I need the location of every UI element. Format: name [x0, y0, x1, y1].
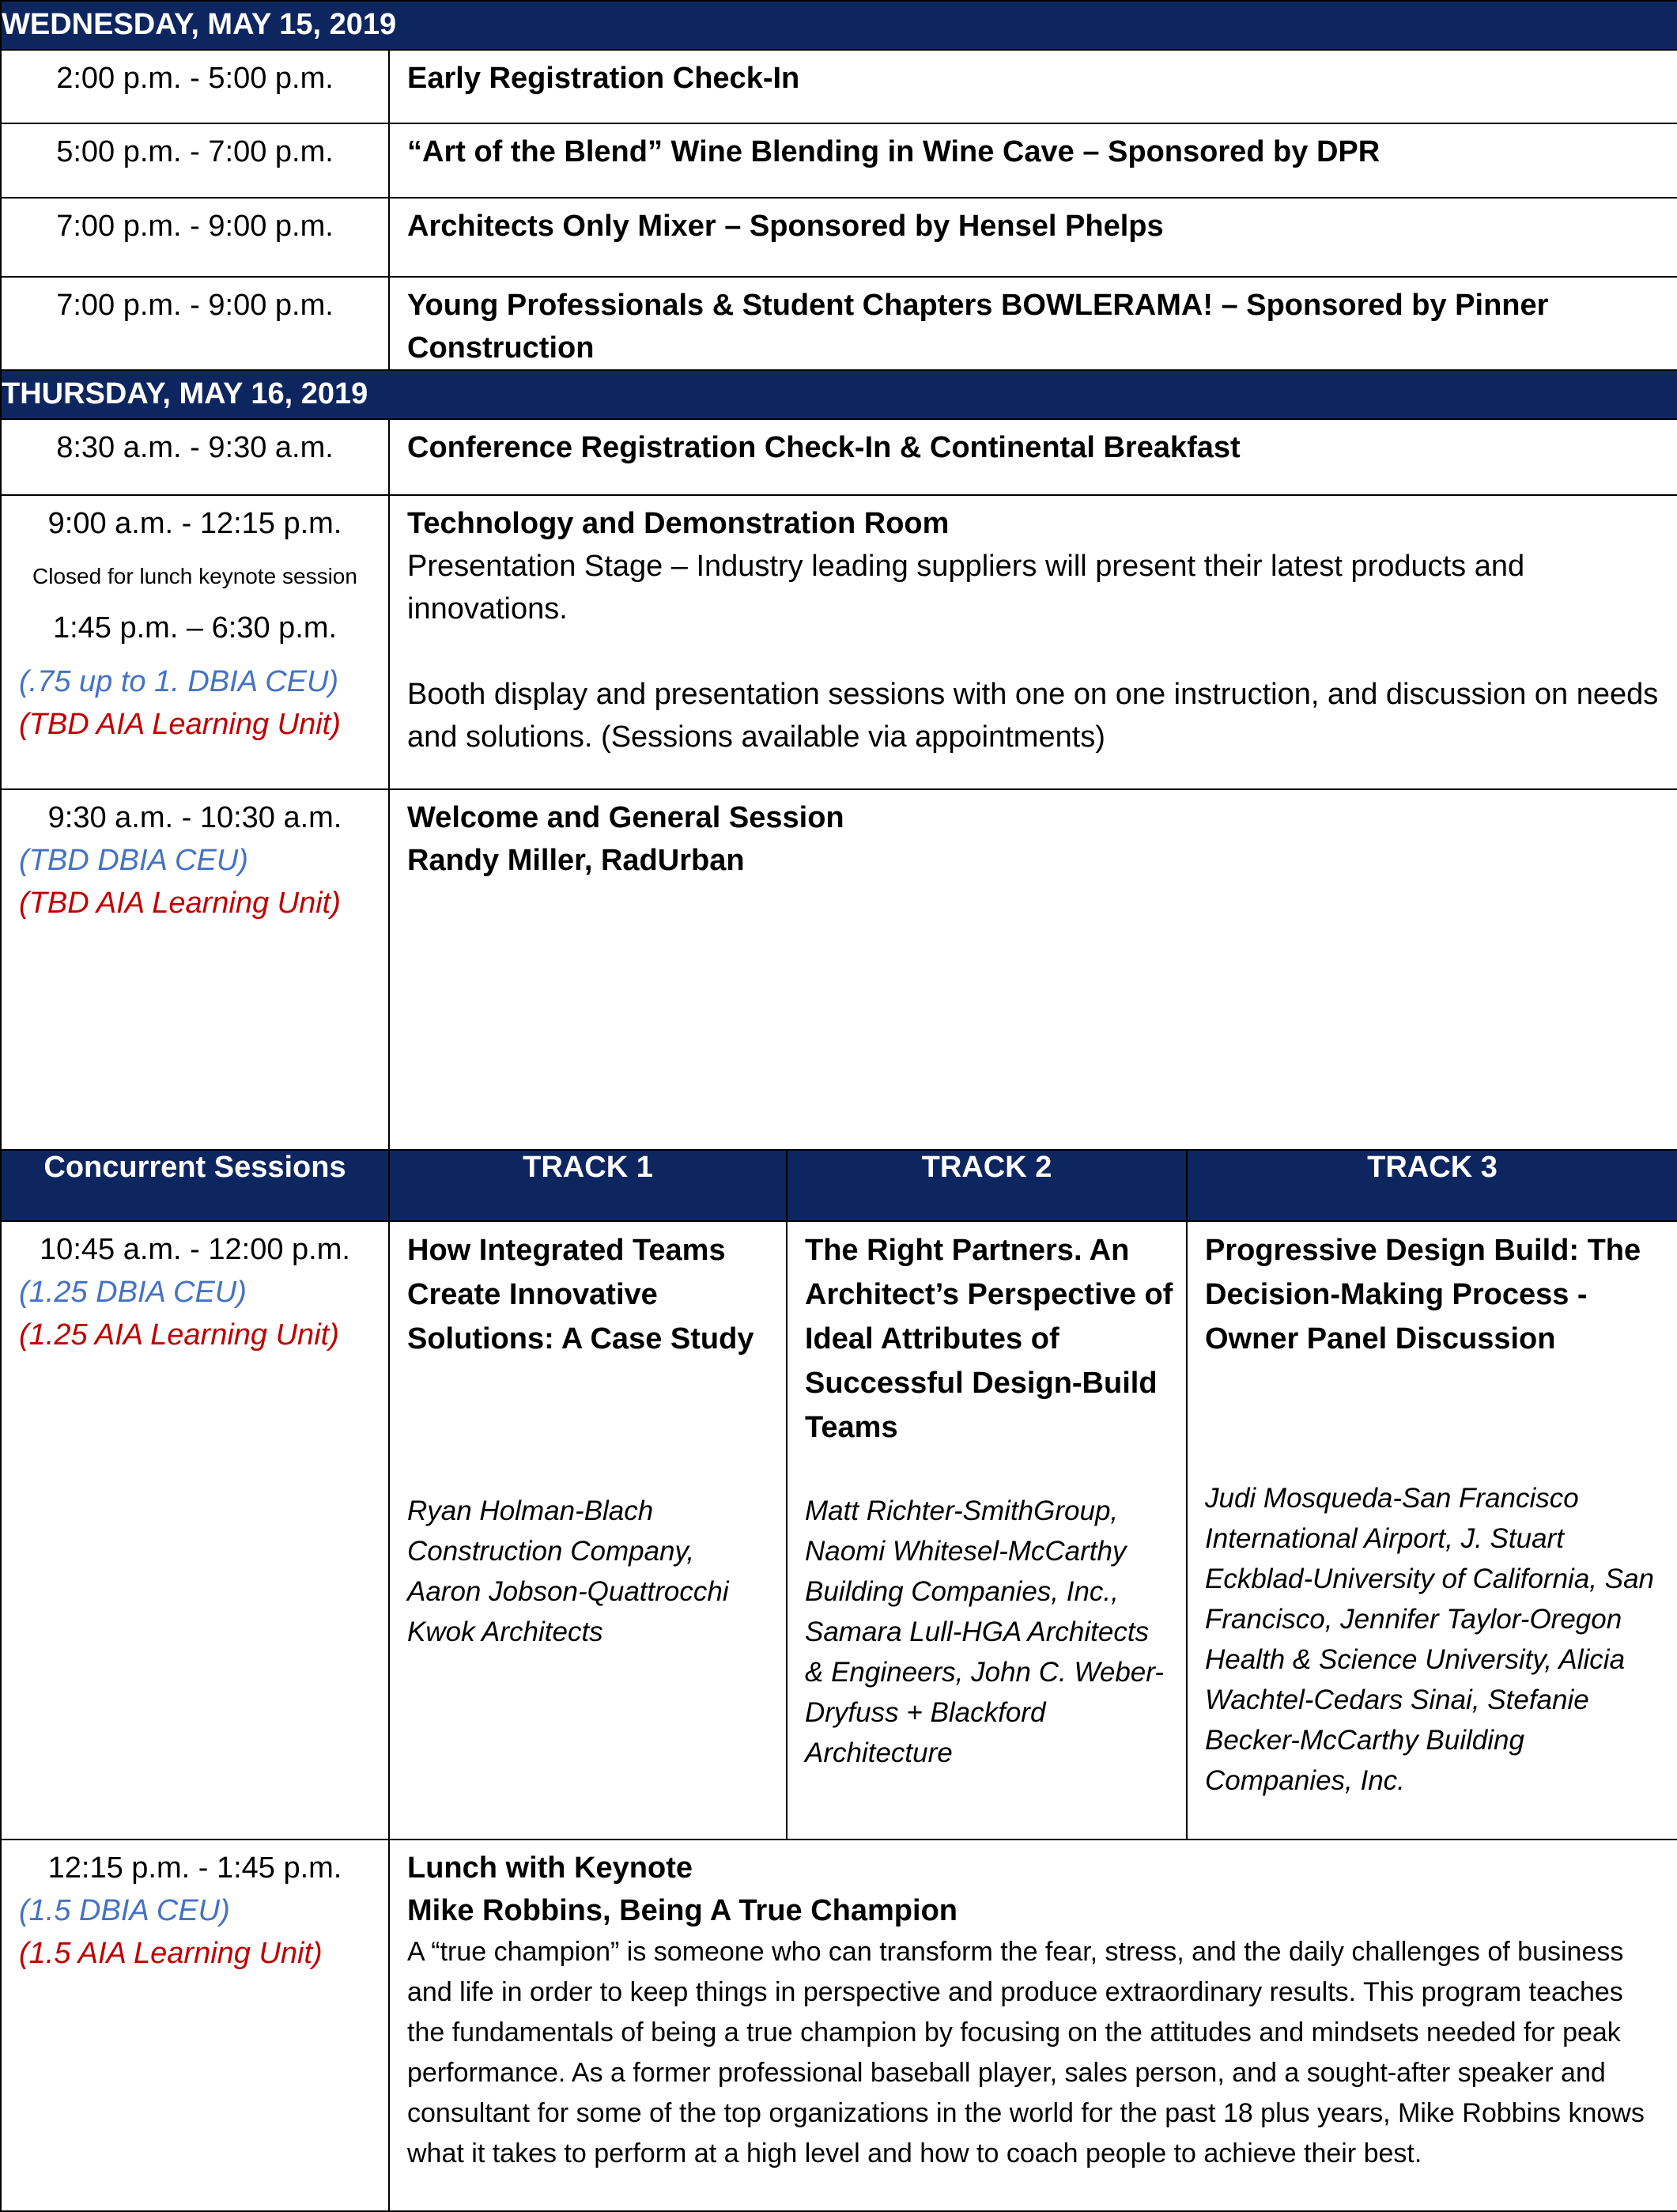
time-cell — [1, 789, 389, 1150]
track-1-session — [389, 1221, 787, 1840]
time-range: 1:45 p.m. – 6:30 p.m. — [52, 611, 338, 645]
event-subtitle: Mike Robbins, Being A True Champion — [407, 1894, 958, 1927]
time-range: 9:00 a.m. - 12:15 p.m. — [47, 507, 342, 540]
time-cell: 7:00 p.m. - 9:00 p.m. — [1, 277, 389, 370]
dbia-ceu: (1.25 DBIA CEU) — [19, 1276, 247, 1309]
day-header-wednesday — [1, 1, 1677, 50]
time-cell: 2:00 p.m. - 5:00 p.m. — [1, 50, 389, 123]
time-cell: 7:00 p.m. - 9:00 p.m. — [1, 198, 389, 277]
event-description — [389, 1840, 1677, 2211]
session-speakers: Matt Richter-SmithGroup, Naomi Whitesel-McCarthy Building Companies, Inc., Samara Lull-HGA Architects & Engineers, John C. Weber-Dryfuss + Blackford Architecture — [805, 1495, 1164, 1768]
event-speaker: Randy Miller, RadUrban — [407, 844, 745, 877]
dbia-ceu: (1.5 DBIA CEU) — [19, 1894, 230, 1927]
aia-learning-unit: (1.5 AIA Learning Unit) — [19, 1937, 323, 1970]
event-paragraph: Booth display and presentation sessions with one on one instruction, and discussion on needs and solutions. (Sessions available via appointments) — [407, 678, 1659, 754]
schedule-row — [1, 50, 1677, 123]
day-title: WEDNESDAY, MAY 15, 2019 — [1, 1, 1677, 50]
session-speakers: Judi Mosqueda-San Francisco International Airport, J. Stuart Eckblad-University of California, San Francisco, Jennifer Taylor-Oregon Health & Science University, Alicia Wachtel-Cedars Sinai, Stefanie Becker-McCarthy Building Companies, Inc. — [1205, 1483, 1655, 1796]
schedule-row — [1, 419, 1677, 495]
time-cell: 8:30 a.m. - 9:30 a.m. — [1, 419, 389, 495]
day-title: THURSDAY, MAY 16, 2019 — [1, 370, 1677, 419]
event-title: Technology and Demonstration Room — [407, 507, 950, 540]
track-2-session — [787, 1221, 1187, 1840]
aia-learning-unit: (TBD AIA Learning Unit) — [19, 708, 341, 741]
event-title: Welcome and General Session — [407, 801, 844, 834]
paragraph-spacer — [407, 630, 1661, 673]
track-header: TRACK 3 — [1187, 1150, 1677, 1221]
schedule-row — [1, 198, 1677, 277]
schedule-row — [1, 123, 1677, 198]
event-title: Architects Only Mixer – Sponsored by Hensel Phelps — [389, 198, 1677, 277]
schedule-row — [1, 277, 1677, 370]
dbia-ceu: (.75 up to 1. DBIA CEU) — [19, 665, 339, 698]
session-title: How Integrated Teams Create Innovative Solutions: A Case Study — [407, 1234, 754, 1356]
closed-note: Closed for lunch keynote session — [32, 564, 357, 588]
concurrent-label: Concurrent Sessions — [1, 1150, 389, 1221]
track-header: TRACK 2 — [787, 1150, 1187, 1221]
day-header-thursday — [1, 370, 1677, 419]
time-range: 10:45 a.m. - 12:00 p.m. — [40, 1233, 350, 1266]
event-title: “Art of the Blend” Wine Blending in Wine Cave – Sponsored by DPR — [389, 123, 1677, 198]
event-paragraph: A “true champion” is someone who can transform the fear, stress, and the daily challenges of business and life in order to keep things in perspective and produce extraordinary results. This program teaches the fundamentals of being a true champion by focusing on the attitudes and mindsets needed for peak performance. As a former professional baseball player, sales person, and a sought-after speaker and consultant for some of the top organizations in the world for the past 18 plus years, Mike Robbins knows what it takes to perform at a high level and how to coach people to achieve their best. — [407, 1937, 1645, 2169]
time-range: 9:30 a.m. - 10:30 a.m. — [47, 801, 342, 834]
track-header: TRACK 1 — [389, 1150, 787, 1221]
concurrent-header-row — [1, 1150, 1677, 1221]
schedule-row-welcome — [1, 789, 1677, 1150]
event-title: Young Professionals & Student Chapters BOWLERAMA! – Sponsored by Pinner Construction — [389, 277, 1677, 370]
aia-learning-unit: (TBD AIA Learning Unit) — [19, 887, 341, 920]
event-description — [389, 495, 1677, 789]
event-title: Early Registration Check-In — [389, 50, 1677, 123]
event-title: Lunch with Keynote — [407, 1851, 693, 1885]
schedule-row-tech-room — [1, 495, 1677, 789]
event-title: Conference Registration Check-In & Continental Breakfast — [389, 419, 1677, 495]
session-speakers: Ryan Holman-Blach Construction Company, Aaron Jobson-Quattrocchi Kwok Architects — [407, 1495, 729, 1647]
time-cell: 5:00 p.m. - 7:00 p.m. — [1, 123, 389, 198]
session-title: The Right Partners. An Architect’s Perspective of Ideal Attributes of Successful Design-Build Teams — [805, 1234, 1173, 1444]
time-range: 12:15 p.m. - 1:45 p.m. — [47, 1851, 342, 1885]
event-paragraph: Presentation Stage – Industry leading suppliers will present their latest products and innovations. — [407, 550, 1525, 626]
schedule-row-lunch — [1, 1840, 1677, 2211]
time-cell — [1, 495, 389, 789]
time-cell — [1, 1840, 389, 2211]
dbia-ceu: (TBD DBIA CEU) — [19, 844, 248, 877]
session-title: Progressive Design Build: The Decision-Making Process - Owner Panel Discussion — [1205, 1234, 1641, 1356]
time-cell — [1, 1221, 389, 1840]
aia-learning-unit: (1.25 AIA Learning Unit) — [19, 1318, 339, 1352]
concurrent-sessions-row — [1, 1221, 1677, 1840]
track-3-session — [1187, 1221, 1677, 1840]
event-description — [389, 789, 1677, 1150]
